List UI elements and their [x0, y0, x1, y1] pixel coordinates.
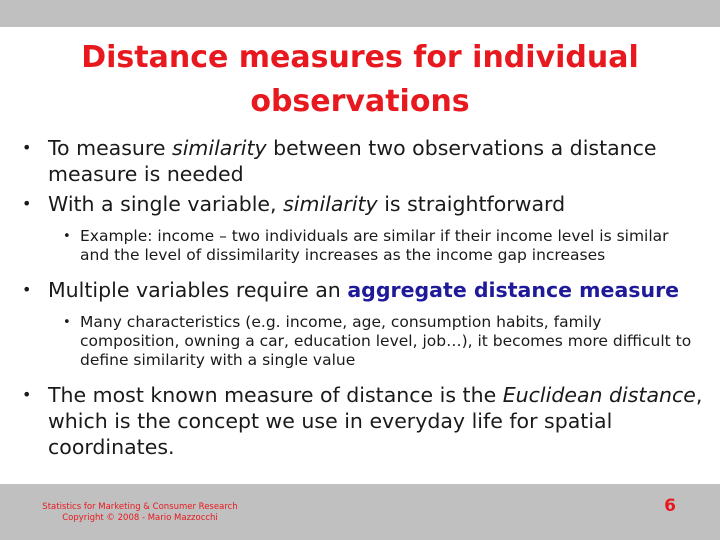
top-bar	[0, 0, 720, 27]
slide-title-line-1: Distance measures for individual	[81, 40, 639, 75]
bullet-text: The most known measure of distance is the	[48, 383, 503, 407]
slide-title-line-2: observations	[250, 84, 470, 119]
bullet-text: is straightforward	[377, 192, 566, 216]
footer-bar	[0, 484, 720, 540]
footer-course-title: Statistics for Marketing & Consumer Research	[42, 502, 238, 512]
highlight-aggregate-distance: aggregate distance measure	[347, 278, 680, 302]
bullet-similarity-measure	[48, 135, 708, 187]
bullet-text: To measure	[48, 136, 173, 160]
bullet-euclidean-distance	[48, 382, 708, 460]
page-number: 6	[664, 496, 676, 516]
footer-copyright: Copyright © 2008 - Mario Mazzocchi	[62, 513, 218, 523]
bullet-text: With a single variable,	[48, 192, 284, 216]
emphasis-similarity: similarity	[172, 136, 267, 160]
bullet-text: Multiple variables require an	[48, 278, 348, 302]
footer-credits	[30, 502, 250, 524]
sub-bullet-characteristics: • Many characteristics (e.g. income, age, consumption habits, family composition, owning a car, education level, job…), it becomes more difficult to define similarity with a single value	[80, 313, 700, 370]
bullet-multiple-variables	[48, 277, 708, 303]
bullet-text: , which is the concept we use in everyday life for spatial coordinates.	[48, 383, 703, 459]
slide-content	[0, 135, 720, 464]
slide-title	[40, 36, 680, 124]
sub-bullet-income-example: • Example: income – two individuals are similar if their income level is similar and the level of dissimilarity increases as the income gap increases	[80, 227, 700, 265]
bullet-single-variable	[48, 191, 708, 217]
emphasis-similarity: similarity	[283, 192, 378, 216]
emphasis-euclidean: Euclidean distance	[502, 383, 696, 407]
bullet-text: between two observations a distance measure is needed	[48, 136, 657, 186]
